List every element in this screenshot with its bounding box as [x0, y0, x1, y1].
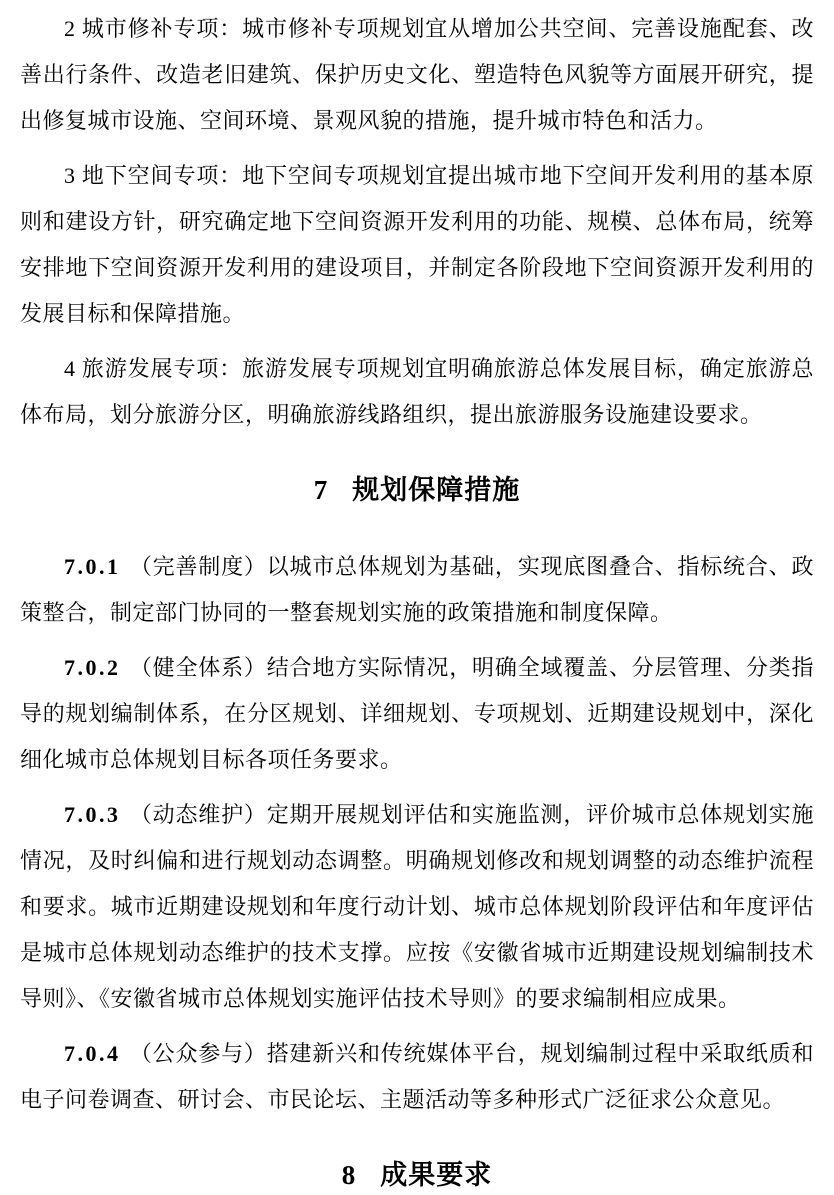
- clause-7-0-2: [20, 645, 814, 783]
- clause-7-0-4-number: 7.0.4: [64, 1041, 121, 1066]
- section-8-number: 8: [341, 1160, 357, 1190]
- section-heading-7: [20, 470, 814, 510]
- section-7-number: 7: [313, 475, 329, 505]
- paragraph-special-item-city-repair: 2 城市修补专项：城市修补专项规划宜从增加公共空间、完善设施配套、改善出行条件、改造老旧建筑、保护历史文化、塑造特色风貌等方面展开研究，提出修复城市设施、空间环境、景观风貌的措施，提升城市特色和活力。: [20, 16, 814, 133]
- clause-7-0-1-number: 7.0.1: [64, 554, 121, 579]
- clause-7-0-3-number: 7.0.3: [64, 802, 121, 827]
- clause-7-0-3-text: （动态维护）定期开展规划评估和实施监测，评价城市总体规划实施情况，及时纠偏和进行规划动态调整。明确规划修改和规划调整的动态维护流程和要求。城市近期建设规划和年度行动计划、城市总体规划阶段评估和年度评估是城市总体规划动态维护的技术支撑。应按《安徽省城市近期建设规划编制技术导则》、《安徽省城市总体规划实施评估技术导则》的要求编制相应成果。: [20, 802, 814, 1011]
- clause-7-0-1-text: （完善制度）以城市总体规划为基础，实现底图叠合、指标统合、政策整合，制定部门协同的一整套规划实施的政策措施和制度保障。: [20, 554, 814, 625]
- clause-7-0-1: [20, 544, 814, 636]
- clause-7-0-4: [20, 1031, 814, 1123]
- paragraph-special-item-underground-space: 3 地下空间专项：地下空间专项规划宜提出城市地下空间开发利用的基本原则和建设方针，研究确定地下空间资源开发利用的功能、规模、总体布局，统筹安排地下空间资源开发利用的建设项目，并制定各阶段地下空间资源开发利用的发展目标和保障措施。: [20, 163, 814, 326]
- section-heading-8: [20, 1155, 814, 1195]
- clause-7-0-3: [20, 792, 814, 1022]
- section-8-title: 成果要求: [380, 1160, 493, 1190]
- clause-7-0-4-text: （公众参与）搭建新兴和传统媒体平台，规划编制过程中采取纸质和电子问卷调查、研讨会、市民论坛、主题活动等多种形式广泛征求公众意见。: [20, 1041, 814, 1112]
- clause-7-0-2-number: 7.0.2: [64, 655, 121, 680]
- paragraph-special-item-tourism: 4 旅游发展专项：旅游发展专项规划宜明确旅游总体发展目标，确定旅游总体布局，划分旅游分区，明确旅游线路组织，提出旅游服务设施建设要求。: [20, 356, 814, 427]
- section-7-title: 规划保障措施: [352, 475, 521, 505]
- clause-7-0-2-text: （健全体系）结合地方实际情况，明确全域覆盖、分层管理、分类指导的规划编制体系，在分区规划、详细规划、专项规划、近期建设规划中，深化细化城市总体规划目标各项任务要求。: [20, 655, 814, 772]
